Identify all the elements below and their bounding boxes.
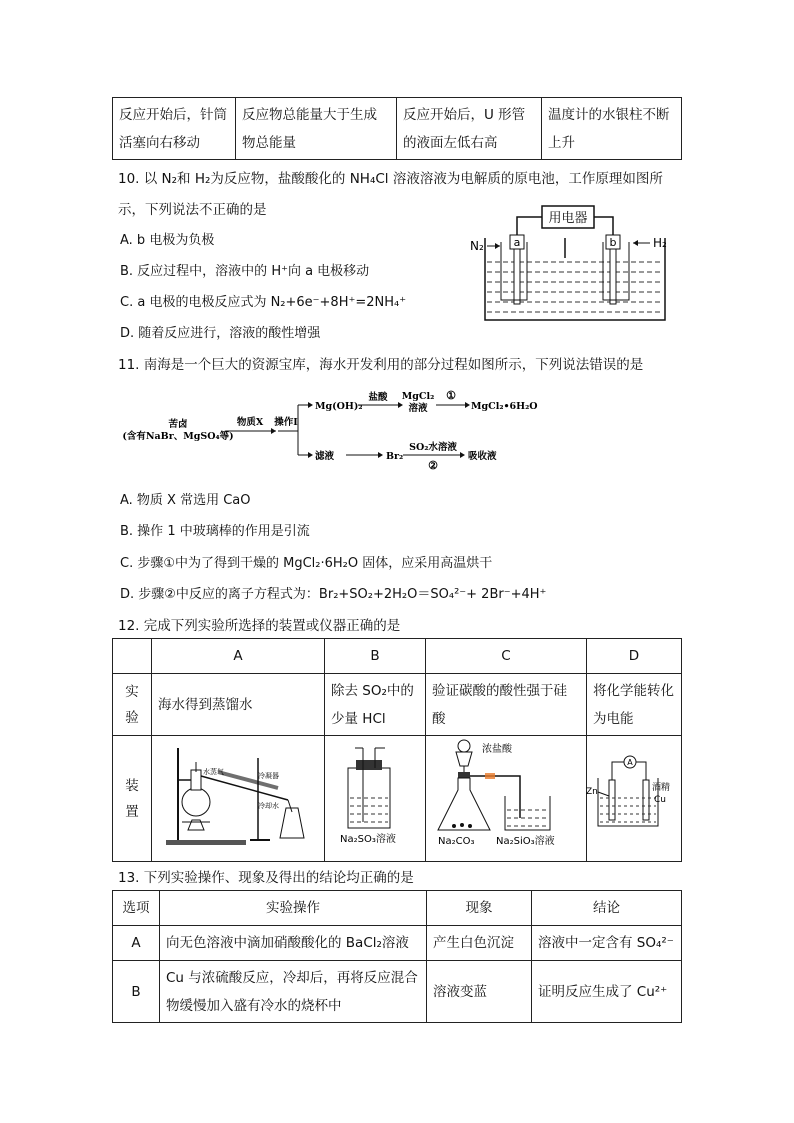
top-cell-1: 反应开始后，针筒 活塞向右移动 [113,98,236,160]
q12-row-label-apparatus: 装 置 [113,736,152,862]
q10-stem-line2: 示，下列说法不正确的是 [118,202,267,218]
q13-header-conclusion: 结论 [532,891,682,926]
q12-stem: 12. 完成下列实验所选择的装置或仪器正确的是 [118,618,401,634]
cu-label: Cu [654,795,666,805]
reagent-x: 物质X [236,417,264,428]
top-table [112,97,682,160]
h2-label: H₂ [653,236,667,250]
top-cell-3: 反应开始后，U 形管 的液面左低右高 [397,98,542,160]
top-cell-2: 反应物总能量大于生成 物总能量 [236,98,397,160]
q10-cell-diagram [465,200,680,325]
q12-header-a: A [152,639,325,674]
q13-row-a-conclusion: 溶液中一定含有 SO₄²⁻ [532,926,682,961]
device-label: 用电器 [548,211,588,226]
filtrate: 滤液 [315,451,335,462]
mgcl2-label: MgCl₂ [401,391,435,402]
q11-option-b: B. 操作 1 中玻璃棒的作用是引流 [120,524,310,539]
q11-option-d: D. 步骤②中反应的离子方程式为：Br₂+SO₂+2H₂O＝SO₄²⁻+ 2Br⁻+4H⁺ [120,587,547,602]
q13-header-operation: 实验操作 [160,891,427,926]
alcohol-label: 酒精 [652,783,671,793]
mgoh2: Mg(OH)₂ [315,401,363,412]
galvanic-cell-apparatus [584,750,679,850]
acidity-apparatus [430,738,582,850]
q12-corner-cell [113,639,152,674]
zn-label: Zn [586,787,598,797]
q13-header-phenomenon: 现象 [427,891,532,926]
q10-option-b: B. 反应过程中，溶液中的 H⁺向 a 电极移动 [120,264,370,279]
step-1-label: ① [446,389,456,402]
q11-flowchart [118,385,538,475]
q13-table [112,890,682,1023]
product-1: MgCl₂•6H₂O [471,401,538,412]
distillation-apparatus [158,738,318,850]
gas-washing-bottle [330,738,425,850]
hcl-label: 盐酸 [368,392,388,403]
q11-stem: 11. 南海是一个巨大的资源宝库，海水开发利用的部分过程如图所示，下列说法错误的是 [118,357,644,373]
q11-option-a: A. 物质 X 常选用 CaO [120,493,251,508]
condenser-label: 冷凝器 [258,772,279,780]
n2-label: N₂ [470,239,484,253]
q13-row-a-operation: 向无色溶液中滴加硝酸酸化的 BaCl₂溶液 [160,926,427,961]
q13-row-b-conclusion: 证明反应生成了 Cu²⁺ [532,961,682,1023]
q11-option-c: C. 步骤①中为了得到干燥的 MgCl₂·6H₂O 固体，应采用高温烘干 [120,556,493,571]
q13-row-a-phenomenon: 产生白色沉淀 [427,926,532,961]
conc-hcl-label: 浓盐酸 [482,744,512,755]
top-cell-4: 温度计的水银柱不断 上升 [542,98,682,160]
q12-exp-c: 验证碳酸的酸性强于硅 酸 [426,674,587,736]
q12-exp-a: 海水得到蒸馏水 [152,674,325,736]
step-2-label: ② [428,459,438,472]
br2: Br₂ [386,451,404,462]
electrode-a-label: a [513,236,521,249]
q10-option-c: C. a 电极的电极反应式为 N₂+6e⁻+8H⁺=2NH₄⁺ [120,295,407,310]
q10-option-d: D. 随着反应进行，溶液的酸性增强 [120,326,321,341]
absorb-liquid: 吸收液 [468,451,497,462]
q12-exp-b: 除去 SO₂中的 少量 HCl [325,674,426,736]
q13-header-option: 选项 [113,891,160,926]
na2co3-label: Na₂CO₃ [438,836,475,847]
q13-row-a-option: A [113,926,160,961]
operation-1: 操作Ⅰ [274,417,298,428]
q13-stem: 13. 下列实验操作、现象及得出的结论均正确的是 [118,870,414,886]
q13-row-b-option: B [113,961,160,1023]
q12-row-label-experiment: 实 验 [113,674,152,736]
steam-label: 水蒸气 [203,768,224,776]
so2-label: SO₂水溶液 [409,442,457,453]
electrode-b-label: b [609,236,617,249]
q13-row-b-phenomenon: 溶液变蓝 [427,961,532,1023]
ammeter-label: A [627,758,633,767]
cooling-water-label: 冷却水 [258,802,279,810]
source-label: 苦卤 [168,419,188,430]
q13-row-b-operation: Cu 与浓硫酸反应，冷却后，再将反应混合 物缓慢加入盛有冷水的烧杯中 [160,961,427,1023]
q12-header-b: B [325,639,426,674]
q10-option-a: A. b 电极为负极 [120,233,215,248]
na2so3-label: Na₂SO₃溶液 [340,834,396,845]
q12-header-d: D [587,639,682,674]
na2sio3-label: Na₂SiO₃溶液 [496,836,555,847]
q12-header-c: C [426,639,587,674]
mgcl2-solution: 溶液 [408,403,428,414]
q10-stem-line1: 10. 以 N₂和 H₂为反应物，盐酸酸化的 NH₄Cl 溶液溶液为电解质的原电池，工作原理如图所 [118,171,663,187]
source-contents: (含有NaBr、MgSO₄等) [122,431,234,442]
q12-exp-d: 将化学能转化 为电能 [587,674,682,736]
